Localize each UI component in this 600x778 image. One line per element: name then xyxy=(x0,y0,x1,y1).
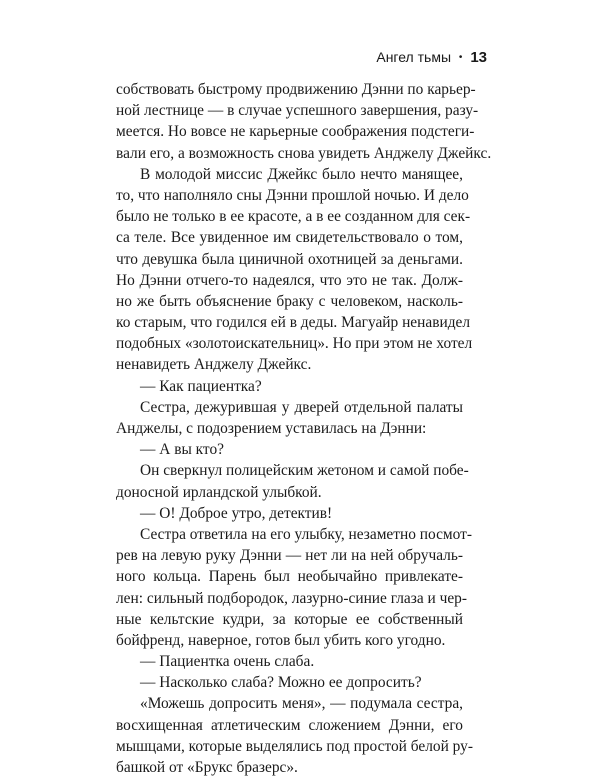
text-line: Он сверкнул полицейским жетоном и самой побе- xyxy=(140,462,469,480)
text-line: ной лестнице — в случае успешного завершения, разу- xyxy=(116,102,479,120)
header-separator: • xyxy=(458,52,463,63)
body-text xyxy=(116,79,492,778)
text-line: са теле. Все увиденное им свидетельствовало о том, xyxy=(116,229,463,247)
text-line: ко старым, что годился ей в деды. Магуайр ненавидел xyxy=(116,314,471,332)
text-line: — О! Доброе утро, детектив! xyxy=(140,504,333,522)
text-line: собствовать быстрому продвижению Дэнни по карьер- xyxy=(116,81,476,98)
text-line: — Пациентка очень слаба. xyxy=(140,653,315,671)
text-line: — Как пациентка? xyxy=(140,377,262,395)
text-line: мышцами, которые выделялись под простой белой ру- xyxy=(116,737,473,755)
text-line: — Насколько слаба? Можно ее допросить? xyxy=(140,674,422,692)
text-line: то, что наполняло сны Дэнни прошлой ночью. И дело xyxy=(116,186,469,204)
text-line: Сестра ответила на его улыбку, незаметно посмот- xyxy=(140,525,473,543)
text-line: — А вы кто? xyxy=(140,441,224,459)
text-line: ные кельтские кудри, за которые ее собственный xyxy=(116,610,463,628)
text-line: «Можешь допросить меня», — подумала сестра, xyxy=(140,695,463,713)
text-line: лен: сильный подбородок, лазурно-синие глаза и чер- xyxy=(116,589,467,607)
text-line: вали его, а возможность снова увидеть Анджелу Джейкс. xyxy=(116,144,492,162)
text-line: башкой от «Брукс бразерс». xyxy=(116,759,298,776)
text-line: но же быть объяснение браку с человеком, насколь- xyxy=(116,292,463,310)
text-line: ненавидеть Анджелу Джейкс. xyxy=(116,356,312,374)
text-line: подобных «золотоискательниц». Но при этом не хотел xyxy=(116,335,473,353)
book-title: Ангел тьмы xyxy=(376,49,452,65)
text-line: В молодой миссис Джейкс было нечто манящее, xyxy=(140,165,463,183)
text-line: Но Дэнни отчего-то надеялся, что это не так. Долж- xyxy=(116,271,463,289)
page-number: 13 xyxy=(470,49,487,66)
text-line: меется. Но вовсе не карьерные соображения подстеги- xyxy=(116,123,475,141)
text-line: Анджелы, с подозрением уставилась на Дэнни: xyxy=(116,420,427,437)
text-line: было не только в ее красоте, а в ее созданном для сек- xyxy=(116,208,471,226)
text-line: рев на левую руку Дэнни — нет ли на ней обручаль- xyxy=(116,547,463,565)
text-line: восхищенная атлетическим сложением Дэнни, его xyxy=(116,716,463,734)
text-line: ного кольца. Парень был необычайно привлекате- xyxy=(116,568,463,586)
text-line: доносной ирландской улыбкой. xyxy=(116,483,322,501)
text-line: бойфренд, наверное, готов был убить кого угодно. xyxy=(116,631,446,649)
text-line: Сестра, дежурившая у дверей отдельной палаты xyxy=(140,398,463,416)
running-header xyxy=(376,49,487,66)
text-line: что девушка была циничной охотницей за деньгами. xyxy=(116,250,463,268)
